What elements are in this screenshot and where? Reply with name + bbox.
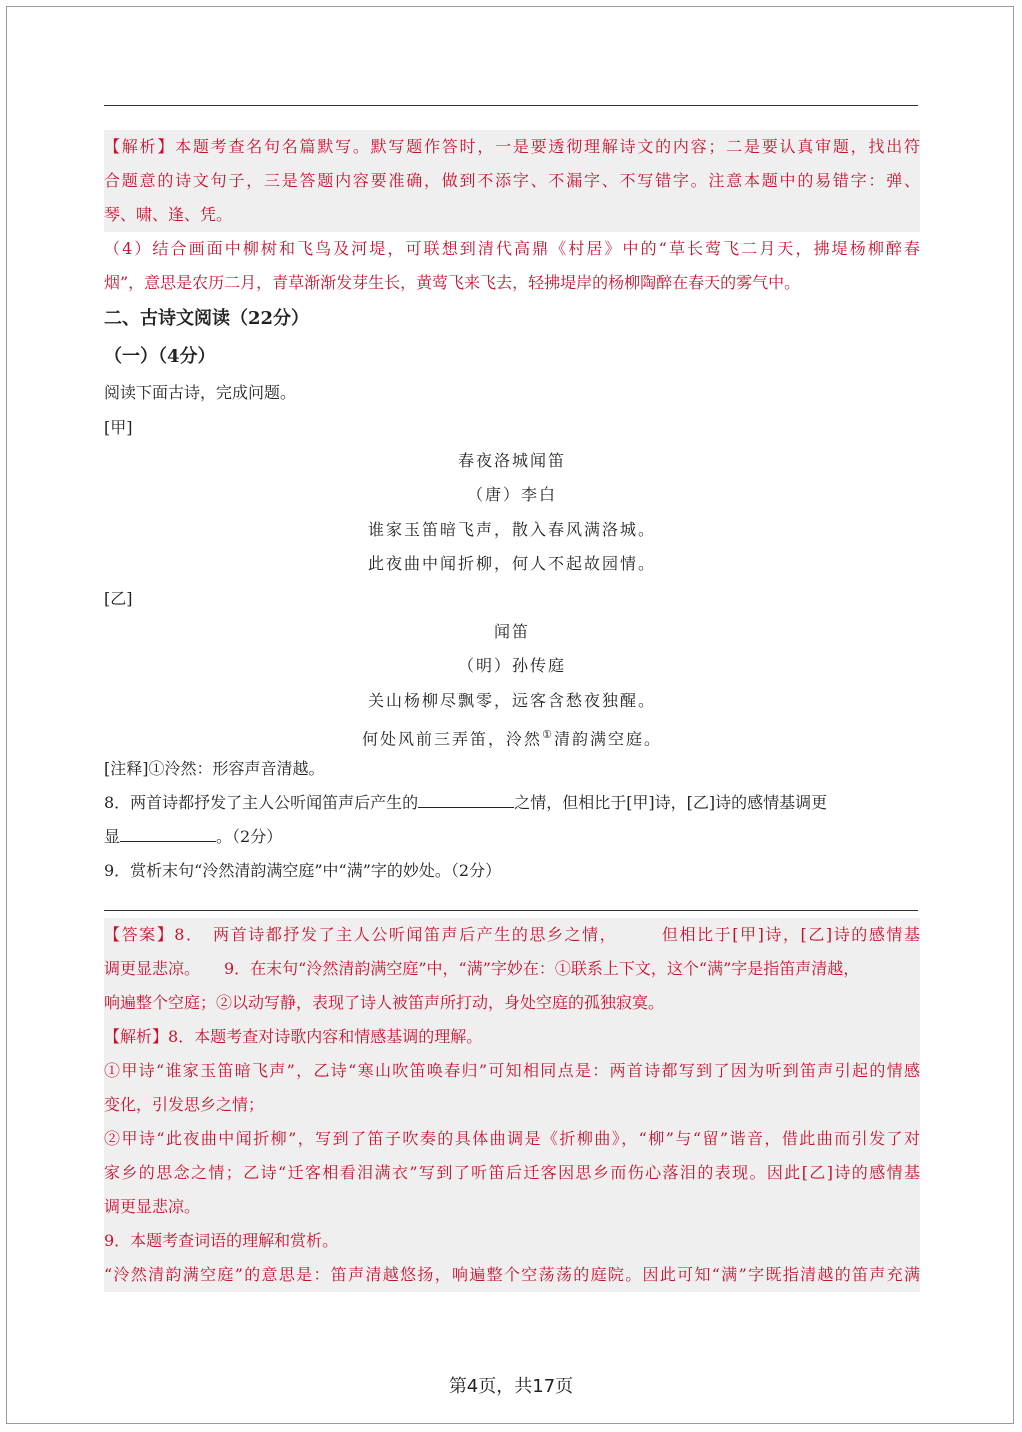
poem-b-label: [乙] <box>104 589 133 608</box>
answer-line-3: 响遍整个空庭；②以动写静，表现了诗人被笛声所打动，身处空庭的孤独寂寞。 <box>104 993 665 1012</box>
footnote-marker: ① <box>542 728 554 741</box>
analysis-bottom-line-3: 变化，引发思乡之情； <box>104 1095 265 1114</box>
poem-b-line-1: 关山杨柳尽飘零，远客含愁夜独醒。 <box>367 691 656 710</box>
note-4-block <box>104 232 920 300</box>
instruction: 阅读下面古诗，完成问题。 <box>104 383 297 402</box>
question-8-line-1: 8．两首诗都抒发了主人公听闻笛声后产生的 之情，但相比于[甲]诗，[乙]诗的感情基调更 <box>104 793 828 812</box>
analysis-top-line-2: 合题意的诗文句子，三是答题内容要准确，做到不添字、不漏字、不写错字。注意本题中的易错字：弹、 <box>104 171 920 190</box>
analysis-top-line-1: 【解析】本题考查名句名篇默写。默写题作答时，一是要透彻理解诗文的内容；二是要认真审题，找出符 <box>104 137 920 156</box>
analysis-tag: 【解析】 <box>104 137 176 156</box>
poem-b-line-2: 何处风前三弄笛，泠然①清韵满空庭。 <box>362 728 662 749</box>
answer-line-2: 调更显悲凉。 9．在末句“泠然清韵满空庭”中，“满”字妙在：①联系上下文，这个“满”字是指笛声清越， <box>104 959 860 978</box>
annotation: [注释]①泠然：形容声音清越。 <box>104 759 325 778</box>
analysis-top-block <box>104 130 920 232</box>
poem-b-title: 闻笛 <box>493 622 530 641</box>
poem-a-author: （唐）李白 <box>466 485 557 504</box>
poem-a-title: 春夜洛城闻笛 <box>457 451 566 470</box>
top-divider <box>104 105 918 106</box>
subsection-title: （一）（4分） <box>104 346 216 367</box>
analysis-bottom-line-4: ②甲诗“此夜曲中闻折柳”，写到了笛子吹奏的具体曲调是《折柳曲》，“柳”与“留”谐音，借此曲而引发了对 <box>104 1129 920 1148</box>
analysis-bottom-line-8: “泠然清韵满空庭”的意思是：笛声清越悠扬，响遍整个空荡荡的庭院。因此可知“满”字既指清越的笛声充满 <box>104 1265 920 1284</box>
analysis-top-line-3: 琴、啸、逢、凭。 <box>104 205 233 224</box>
answer-blank-2[interactable] <box>120 825 216 842</box>
note-4-line-1: （4）结合画面中柳树和飞鸟及河堤，可联想到清代高鼎《村居》中的“草长莺飞二月天，拂堤杨柳醉春 <box>104 239 920 258</box>
note-4-line-2: 烟”，意思是农历二月，青草渐渐发芽生长，黄莺飞来飞去，轻拂堤岸的杨柳陶醉在春天的雾气中。 <box>104 273 801 292</box>
answer-line-1: 【答案】8． 两首诗都抒发了主人公听闻笛声后产生的思乡之情， 但相比于[甲]诗，[乙]诗的感情基 <box>104 925 920 944</box>
section-title: 二、古诗文阅读（22分） <box>104 308 310 329</box>
analysis-bottom-line-7: 9．本题考查词语的理解和赏析。 <box>104 1231 339 1250</box>
poem-a-line-2: 此夜曲中闻折柳，何人不起故园情。 <box>367 554 656 573</box>
analysis-bottom-line-2: ①甲诗“谁家玉笛暗飞声”，乙诗“寒山吹笛唤春归”可知相同点是：两首诗都写到了因为听到笛声引起的情感 <box>104 1061 920 1080</box>
page-footer: 第4页，共17页 <box>448 1376 574 1397</box>
poem-b-author: （明）孙传庭 <box>457 656 566 675</box>
answer-divider <box>104 910 918 911</box>
question-8-line-2: 显 。（2分） <box>104 827 283 846</box>
analysis-bottom-line-5: 家乡的思念之情；乙诗“迁客相看泪满衣”写到了听笛后迁客因思乡而伤心落泪的表现。因此[乙]诗的感情基 <box>104 1163 920 1182</box>
question-9: 9．赏析末句“泠然清韵满空庭”中“满”字的妙处。（2分） <box>104 861 502 880</box>
analysis-bottom-line-6: 调更显悲凉。 <box>104 1197 201 1216</box>
poem-a-line-1: 谁家玉笛暗飞声，散入春风满洛城。 <box>367 520 656 539</box>
answer-blank-1[interactable] <box>418 791 514 808</box>
analysis-bottom-tag: 【解析】 <box>104 1027 169 1046</box>
answer-block <box>104 918 920 1292</box>
answer-tag: 【答案】 <box>104 925 175 944</box>
analysis-bottom-line-1: 【解析】8．本题考查对诗歌内容和情感基调的理解。 <box>104 1027 483 1046</box>
poem-a-label: [甲] <box>104 418 133 437</box>
